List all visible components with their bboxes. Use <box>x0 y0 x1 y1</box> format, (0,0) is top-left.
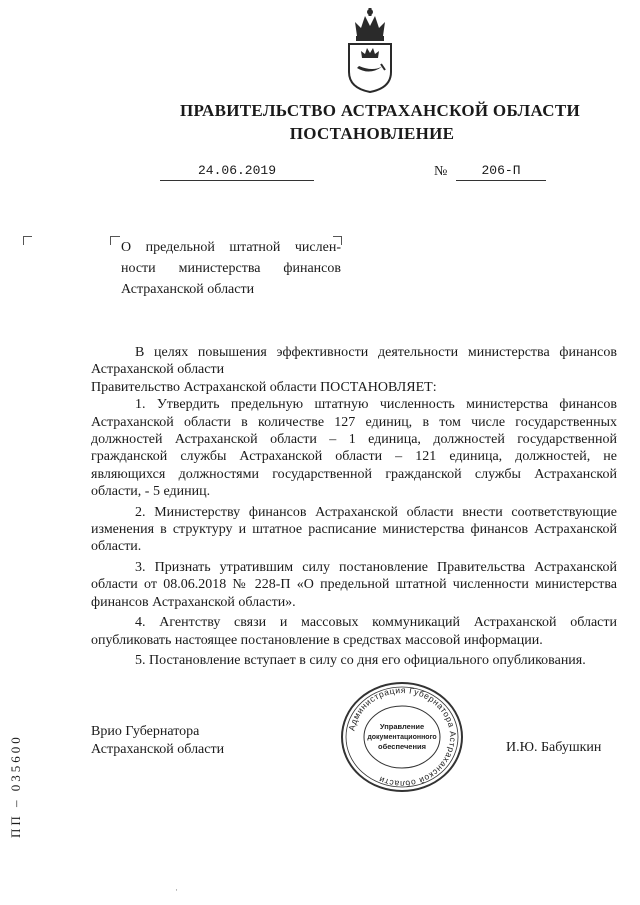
stamp-center-line: Управление <box>379 722 425 731</box>
document-body <box>91 344 617 669</box>
number-underline <box>456 180 546 181</box>
corner-mark <box>23 236 32 245</box>
body-item-5: 5. Постановление вступает в силу со дня его официального опубликования. <box>135 652 586 668</box>
number-sign: № <box>434 164 448 179</box>
subject-line: Астраханской области <box>121 282 255 297</box>
body-intro: В целях повышения эффективности деятельности министерства финансов Астраханской области <box>91 345 617 378</box>
registry-number: ПП – 035600 <box>8 734 23 838</box>
government-title: ПРАВИТЕЛЬСТВО АСТРАХАНСКОЙ ОБЛАСТИ <box>180 101 580 120</box>
body-item-3: 3. Признать утратившим силу постановление Правительства Астраханской области от 08.06.2018 № 228-П «О предельной штатной численности министерства финансов Астраханской области». <box>91 559 617 610</box>
stamp-ring-text: Администрация Губернатора Астраханской области <box>346 684 459 790</box>
signatory-title-line: Врио Губернатора <box>91 724 200 739</box>
body-item-4: 4. Агентству связи и массовых коммуникаций Астраханской области опубликовать настоящее постановление в средствах массовой информации. <box>91 615 617 648</box>
document-number: 206-П <box>481 163 521 178</box>
document-date: 24.06.2019 <box>197 163 276 178</box>
stamp-center-line: документационного <box>367 734 437 741</box>
coat-of-arms-icon <box>343 6 397 94</box>
signatory-title-line: Астраханской области <box>91 742 225 757</box>
date-underline <box>160 180 314 181</box>
scan-mark: · <box>175 885 178 895</box>
signatory-name: И.Ю. Бабушкин <box>506 740 602 755</box>
body-item-2: 2. Министерству финансов Астраханской области внести соответствующие изменения в структуру и штатное расписание министерства финансов Астраханской области. <box>91 504 617 555</box>
body-resolves: Правительство Астраханской области ПОСТАНОВЛЯЕТ: <box>91 379 437 395</box>
subject-line: О предельной штатной числен- <box>121 240 341 255</box>
official-stamp <box>336 680 468 794</box>
stamp-center-line: обеспечения <box>377 742 427 751</box>
body-item-1: 1. Утвердить предельную штатную численность министерства финансов Астраханской области в количестве 127 единиц, в том числе государственных должностей Астраханской области – 1 единица, должностей государственной гражданской службы Астраханской области – 121 единица, должностей, не являющихся должностями государственной гражданской службы Астраханской области, - 5 единиц. <box>91 397 617 500</box>
subject-corner-left-inner <box>115 236 120 245</box>
document-type: ПОСТАНОВЛЕНИЕ <box>289 124 455 143</box>
signatory-title <box>91 723 224 759</box>
document-subject <box>121 237 341 300</box>
subject-line: ности министерства финансов <box>121 261 341 276</box>
